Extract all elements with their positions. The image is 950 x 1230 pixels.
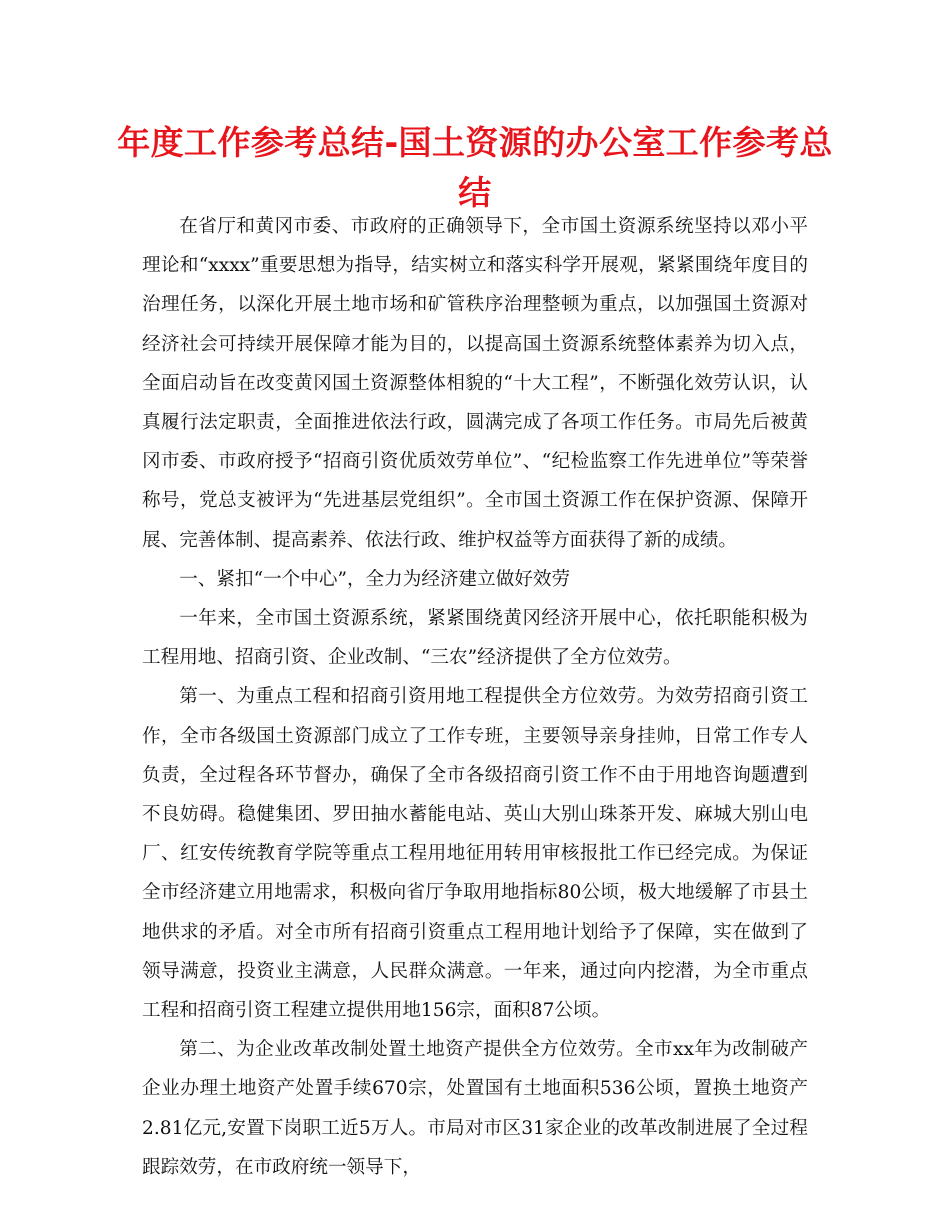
- document-body: [142, 207, 808, 1187]
- paragraph-intro: 在省厅和黄冈市委、市政府的正确领导下，全市国土资源系统坚持以邓小平理论和“xxxx”重要思想为指导，结实树立和落实科学开展观，紧紧围绕年度目的治理任务，以深化开展土地市场和矿管秩序治理整顿为重点，以加强国土资源对经济社会可持续开展保障才能为目的，以提高国土资源系统整体素养为切入点，全面启动旨在改变黄冈国土资源整体相貌的“十大工程”，不断强化效劳认识，认真履行法定职责，全面推进依法行政，圆满完成了各项工作任务。市局先后被黄冈市委、市政府授予“招商引资优质效劳单位”、“纪检监察工作先进单位”等荣誉称号，党总支被评为“先进基层党组织”。全市国土资源工作在保护资源、保障开展、完善体制、提高素养、依法行政、维护权益等方面获得了新的成绩。: [142, 216, 808, 551]
- document-title: 年度工作参考总结-国土资源的办公室工作参考总结: [117, 123, 833, 212]
- section-heading-one: 一、紧扣“一个中心”，全力为经济建立做好效劳: [179, 568, 571, 590]
- paragraph-summary: 一年来，全市国土资源系统，紧紧围绕黄冈经济开展中心，依托职能积极为工程用地、招商引资、企业改制、“三农”经济提供了全方位效劳。: [142, 608, 808, 669]
- paragraph-first-point: 第一、为重点工程和招商引资用地工程提供全方位效劳。为效劳招商引资工作，全市各级国土资源部门成立了工作专班，主要领导亲身挂帅，日常工作专人负责，全过程各环节督办，确保了全市各级招商引资工作不由于用地咨询题遭到不良妨碍。稳健集团、罗田抽水蓄能电站、英山大别山珠茶开发、麻城大别山电厂、红安传统教育学院等重点工程用地征用转用审核报批工作已经完成。为保证全市经济建立用地需求，积极向省厅争取用地指标80公顷，极大地缓解了市县土地供求的矛盾。对全市所有招商引资重点工程用地计划给予了保障，实在做到了领导满意，投资业主满意，人民群众满意。一年来，通过向内挖潜，为全市重点工程和招商引资工程建立提供用地156宗，面积87公顷。: [142, 686, 808, 1022]
- paragraph-second-point: 第二、为企业改革改制处置土地资产提供全方位效劳。全市xx年为改制破产企业办理土地资产处置手续670宗，处置国有土地面积536公顷，置换土地资产2.81亿元,安置下岗职工近5万人。市局对市区31家企业的改革改制进展了全过程跟踪效劳，在市政府统一领导下，: [142, 1039, 808, 1178]
